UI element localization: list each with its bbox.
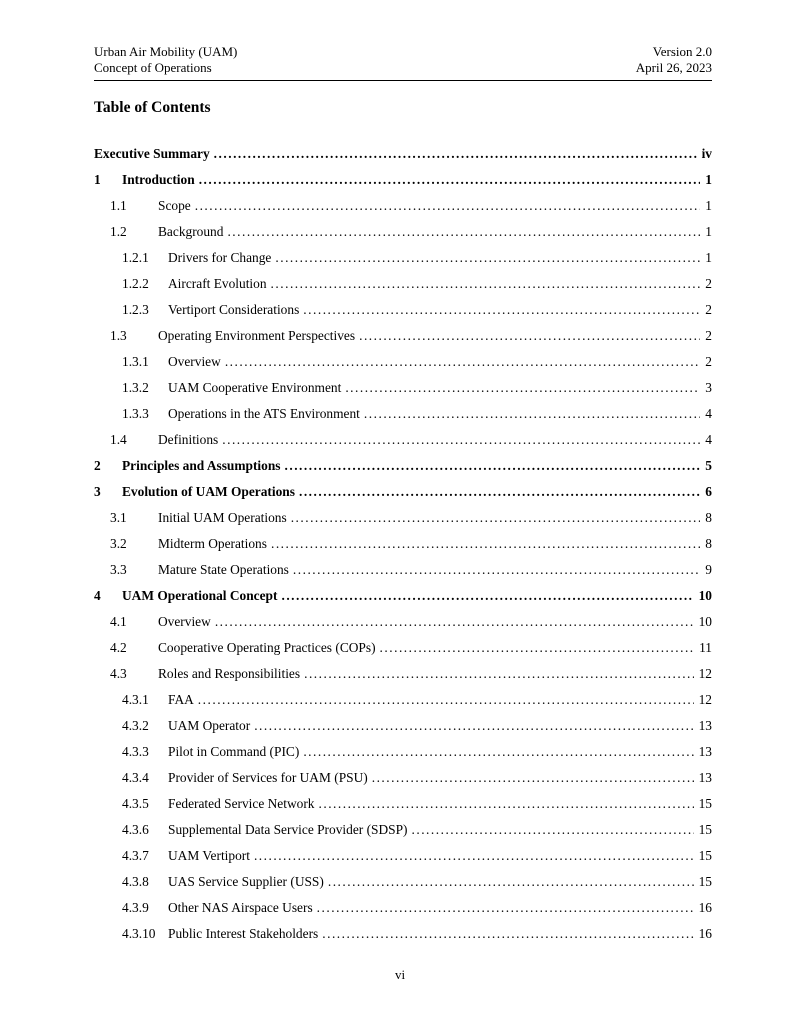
toc-entry-number: 1.4 — [110, 432, 127, 447]
toc-entry-title: Principles and Assumptions — [122, 458, 281, 473]
dot-leader — [293, 557, 700, 583]
toc-entry-title: Pilot in Command (PIC) — [168, 744, 300, 759]
toc-entry-title: FAA — [168, 692, 194, 707]
toc-entry-number: 2 — [94, 458, 101, 473]
toc-entry-title: Vertiport Considerations — [168, 302, 300, 317]
doc-title-line2: Concept of Operations — [94, 60, 212, 75]
dot-leader — [359, 323, 700, 349]
toc-entry-number: 1 — [94, 172, 101, 187]
toc-entry-page: 16 — [698, 900, 712, 915]
toc-entry-page: iv — [701, 146, 712, 161]
dot-leader — [372, 765, 694, 791]
toc-entry — [94, 297, 712, 323]
toc-entry-number: 1.3 — [110, 328, 127, 343]
toc-entry-page: 13 — [698, 770, 712, 785]
toc-entry — [94, 271, 712, 297]
dot-leader — [271, 531, 700, 557]
toc-entry-number: 4.3.7 — [122, 848, 149, 863]
toc-entry — [94, 531, 712, 557]
toc-entry-page: 1 — [705, 250, 712, 265]
toc-entry — [94, 141, 712, 167]
toc-entry — [94, 635, 712, 661]
toc-entry-number: 1.2.1 — [122, 250, 149, 265]
toc-entry-number: 1.2.2 — [122, 276, 149, 291]
toc-heading: Table of Contents — [94, 99, 211, 116]
dot-leader — [281, 583, 693, 609]
dot-leader — [198, 687, 694, 713]
toc-entry — [94, 791, 712, 817]
toc-entry-number: 4.3 — [110, 666, 127, 681]
toc-entry-page: 15 — [698, 796, 712, 811]
header-right — [636, 44, 712, 76]
toc-entry-title: Roles and Responsibilities — [158, 666, 301, 681]
dot-leader — [227, 219, 700, 245]
toc-entry-number: 4.3.10 — [122, 926, 156, 941]
toc-entry-title: Provider of Services for UAM (PSU) — [168, 770, 368, 785]
dot-leader — [199, 167, 701, 193]
toc-entry-page: 1 — [705, 172, 712, 187]
toc-entry — [94, 895, 712, 921]
doc-title-line1: Urban Air Mobility (UAM) — [94, 44, 238, 59]
toc-entry-title: UAM Vertiport — [168, 848, 250, 863]
doc-version: Version 2.0 — [652, 44, 712, 59]
toc-entry-page: 10 — [698, 588, 712, 603]
toc-list — [94, 141, 712, 947]
toc-entry — [94, 661, 712, 687]
toc-entry-title: Aircraft Evolution — [168, 276, 267, 291]
dot-leader — [275, 245, 700, 271]
toc-entry — [94, 349, 712, 375]
dot-leader — [254, 713, 693, 739]
dot-leader — [319, 791, 694, 817]
toc-entry — [94, 219, 712, 245]
toc-entry-number: 3.1 — [110, 510, 127, 525]
dot-leader — [291, 505, 701, 531]
toc-entry — [94, 713, 712, 739]
toc-entry-page: 11 — [699, 640, 712, 655]
dot-leader — [322, 921, 693, 947]
dot-leader — [412, 817, 694, 843]
toc-entry-page: 16 — [698, 926, 712, 941]
toc-entry-number: 1.3.3 — [122, 406, 149, 421]
toc-entry-number: 4.3.1 — [122, 692, 149, 707]
toc-entry-title: Mature State Operations — [158, 562, 289, 577]
toc-entry-number: 1.3.1 — [122, 354, 149, 369]
dot-leader — [345, 375, 700, 401]
toc-entry-title: Operating Environment Perspectives — [158, 328, 356, 343]
dot-leader — [380, 635, 695, 661]
dot-leader — [364, 401, 700, 427]
toc-entry-number: 4 — [94, 588, 101, 603]
toc-entry-number: 4.2 — [110, 640, 127, 655]
toc-entry-page: 15 — [698, 848, 712, 863]
dot-leader — [214, 141, 697, 167]
toc-entry-page: 4 — [705, 406, 712, 421]
dot-leader — [195, 193, 701, 219]
toc-entry — [94, 453, 712, 479]
toc-entry — [94, 193, 712, 219]
toc-entry-page: 1 — [705, 198, 712, 213]
toc-entry-page: 5 — [705, 458, 712, 473]
toc-entry-title: Scope — [158, 198, 191, 213]
dot-leader — [254, 843, 694, 869]
toc-entry-page: 10 — [698, 614, 712, 629]
toc-entry-title: Evolution of UAM Operations — [122, 484, 295, 499]
toc-entry — [94, 505, 712, 531]
toc-entry-number: 3 — [94, 484, 101, 499]
toc-entry-page: 13 — [698, 744, 712, 759]
toc-entry — [94, 245, 712, 271]
dot-leader — [222, 427, 700, 453]
toc-entry-title: Drivers for Change — [168, 250, 272, 265]
toc-entry-number: 4.3.5 — [122, 796, 149, 811]
dot-leader — [317, 895, 694, 921]
toc-entry-page: 4 — [705, 432, 712, 447]
toc-entry — [94, 583, 712, 609]
toc-entry-title: UAM Operator — [168, 718, 251, 733]
toc-entry — [94, 609, 712, 635]
toc-entry — [94, 557, 712, 583]
toc-entry-page: 2 — [705, 328, 712, 343]
toc-entry-page: 15 — [698, 874, 712, 889]
doc-date: April 26, 2023 — [635, 60, 712, 75]
toc-entry-title: Overview — [158, 614, 211, 629]
dot-leader — [303, 297, 700, 323]
toc-entry-number: 1.3.2 — [122, 380, 149, 395]
toc-entry-number: 1.2.3 — [122, 302, 149, 317]
toc-entry — [94, 817, 712, 843]
toc-entry — [94, 765, 712, 791]
toc-entry-title: UAM Operational Concept — [122, 588, 278, 603]
toc-entry-number: 4.3.4 — [122, 770, 149, 785]
toc-entry — [94, 869, 712, 895]
toc-entry-title: Executive Summary — [94, 146, 210, 161]
toc-entry-page: 1 — [705, 224, 712, 239]
dot-leader — [225, 349, 700, 375]
toc-entry-number: 1.1 — [110, 198, 127, 213]
toc-entry — [94, 167, 712, 193]
toc-entry-page: 2 — [705, 354, 712, 369]
toc-entry — [94, 479, 712, 505]
toc-entry-page: 8 — [705, 510, 712, 525]
toc-entry-number: 4.1 — [110, 614, 127, 629]
toc-entry — [94, 687, 712, 713]
toc-entry — [94, 739, 712, 765]
toc-entry-number: 4.3.6 — [122, 822, 149, 837]
toc-entry-title: UAM Cooperative Environment — [168, 380, 342, 395]
toc-entry-title: Other NAS Airspace Users — [168, 900, 313, 915]
toc-entry-title: Introduction — [122, 172, 195, 187]
dot-leader — [328, 869, 694, 895]
dot-leader — [303, 739, 693, 765]
dot-leader — [215, 609, 694, 635]
header-rule — [94, 80, 712, 81]
toc-entry-number: 4.3.8 — [122, 874, 149, 889]
toc-entry — [94, 323, 712, 349]
dot-leader — [299, 479, 700, 505]
toc-entry-number: 3.2 — [110, 536, 127, 551]
page-number-footer: vi — [394, 967, 406, 982]
toc-entry-page: 12 — [698, 666, 712, 681]
toc-entry-title: Overview — [168, 354, 221, 369]
toc-entry-title: Definitions — [158, 432, 219, 447]
toc-entry-title: Midterm Operations — [158, 536, 267, 551]
toc-entry — [94, 921, 712, 947]
toc-entry-page: 13 — [698, 718, 712, 733]
toc-entry-page: 9 — [705, 562, 712, 577]
toc-entry-title: Cooperative Operating Practices (COPs) — [158, 640, 376, 655]
toc-entry-page: 6 — [705, 484, 712, 499]
toc-entry-number: 4.3.2 — [122, 718, 149, 733]
toc-entry-title: Operations in the ATS Environment — [168, 406, 360, 421]
toc-entry-title: Background — [158, 224, 224, 239]
dot-leader — [285, 453, 701, 479]
toc-entry — [94, 427, 712, 453]
dot-leader — [271, 271, 701, 297]
toc-entry-number: 4.3.3 — [122, 744, 149, 759]
toc-entry-page: 2 — [705, 302, 712, 317]
toc-entry-title: Federated Service Network — [168, 796, 315, 811]
toc-entry-title: Supplemental Data Service Provider (SDSP) — [168, 822, 408, 837]
toc-entry — [94, 375, 712, 401]
toc-entry-number: 3.3 — [110, 562, 127, 577]
header-left — [94, 44, 237, 76]
toc-entry-page: 15 — [698, 822, 712, 837]
toc-entry — [94, 401, 712, 427]
toc-entry-page: 3 — [705, 380, 712, 395]
toc-entry-title: Public Interest Stakeholders — [168, 926, 319, 941]
toc-entry-number: 1.2 — [110, 224, 127, 239]
dot-leader — [304, 661, 694, 687]
toc-entry-page: 8 — [705, 536, 712, 551]
page-header — [94, 44, 712, 76]
toc-entry — [94, 843, 712, 869]
toc-entry-title: Initial UAM Operations — [158, 510, 287, 525]
toc-entry-title: UAS Service Supplier (USS) — [168, 874, 324, 889]
toc-entry-number: 4.3.9 — [122, 900, 149, 915]
toc-entry-page: 2 — [705, 276, 712, 291]
toc-entry-page: 12 — [698, 692, 712, 707]
